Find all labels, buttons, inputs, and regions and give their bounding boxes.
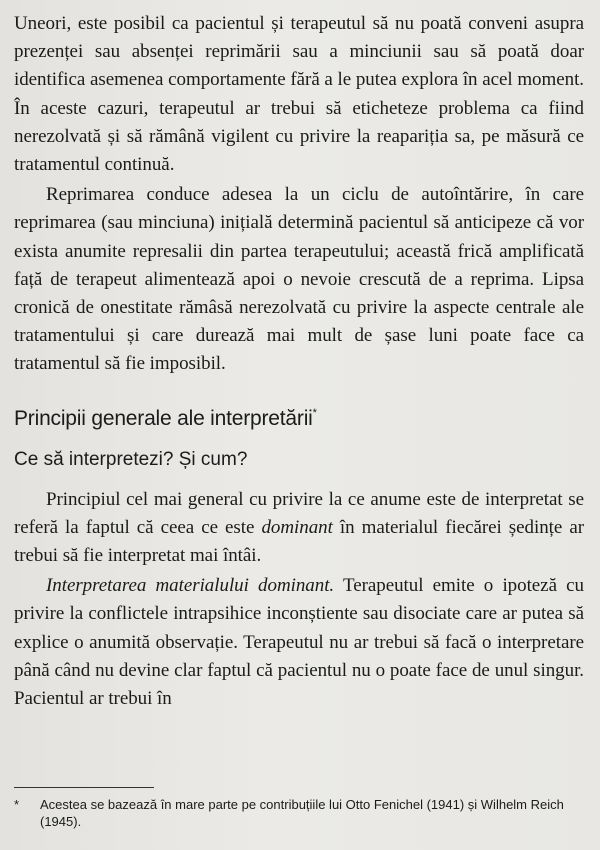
footnote-divider [14,787,154,788]
paragraph-3-emphasis: dominant [261,516,333,538]
paragraph-2: Reprimarea conduce adesea la un ciclu de autoîntărire, în care reprimarea (sau minciuna) inițială determină pacientul să anticipeze că vor exista anumite represalii din partea terapeutului; această frică amplificată față de terapeut alimentează apoi o nevoie crescută de a reprima. Lipsa cronică de onestitate rămâsă nerezolvată cu privire la aspecte centrale ale tratamentului și care durează mai mult de șase luni poate face ca tratamentul să fie imposibil. [14,184,584,375]
paragraph-4-body: Terapeutul emite o ipoteză cu privire la conflictele intrapsihice inconștiente sau disociate care ar putea să explice o anumită observație. Terapeutul nu ar trebui să facă o interpretare până când nu devine clar faptul că pacientul nu o poate face de unul singur. Pacientul ar trebui în [14,575,584,710]
text-column [14,10,584,713]
footnote [14,796,584,830]
paragraph-3 [14,486,584,571]
paragraph-3-before: Principiul cel mai general cu privire la ce anume este de interpretat se referă la faptul că ceea ce este [14,488,584,538]
paragraph-3-after: în materialul fiecărei ședințe ar trebui să fie interpretat mai întâi. [14,516,584,567]
footnote-reference-mark: * [312,406,317,419]
paragraph-4 [14,572,584,713]
section-heading [14,399,584,433]
paragraph-4-lead: Interpretarea materialului dominant. [46,575,335,597]
section-subheading: Ce să interpretezi? Și cum? [14,448,248,470]
footnote-text: Acestea se bazează în mare parte pe contribuțiile lui Otto Fenichel (1941) și Wilhelm Reich (1945). [40,797,564,829]
paragraph-1: Uneori, este posibil ca pacientul și terapeutul să nu poată conveni asupra prezenței sau absenței reprimării sau a minciunii sau să poată doar identifica asemenea comportamente fără a le putea explora în acel moment. În aceste cazuri, terapeutul ar trebui să eticheteze problema ca fiind nerezolvată și să rămână vigilent cu privire la reapariția sa, pe măsură ce tratamentul continuă. [14,13,584,176]
footnote-mark: * [14,797,20,812]
section-heading-text: Principii generale ale interpretării [14,406,313,430]
